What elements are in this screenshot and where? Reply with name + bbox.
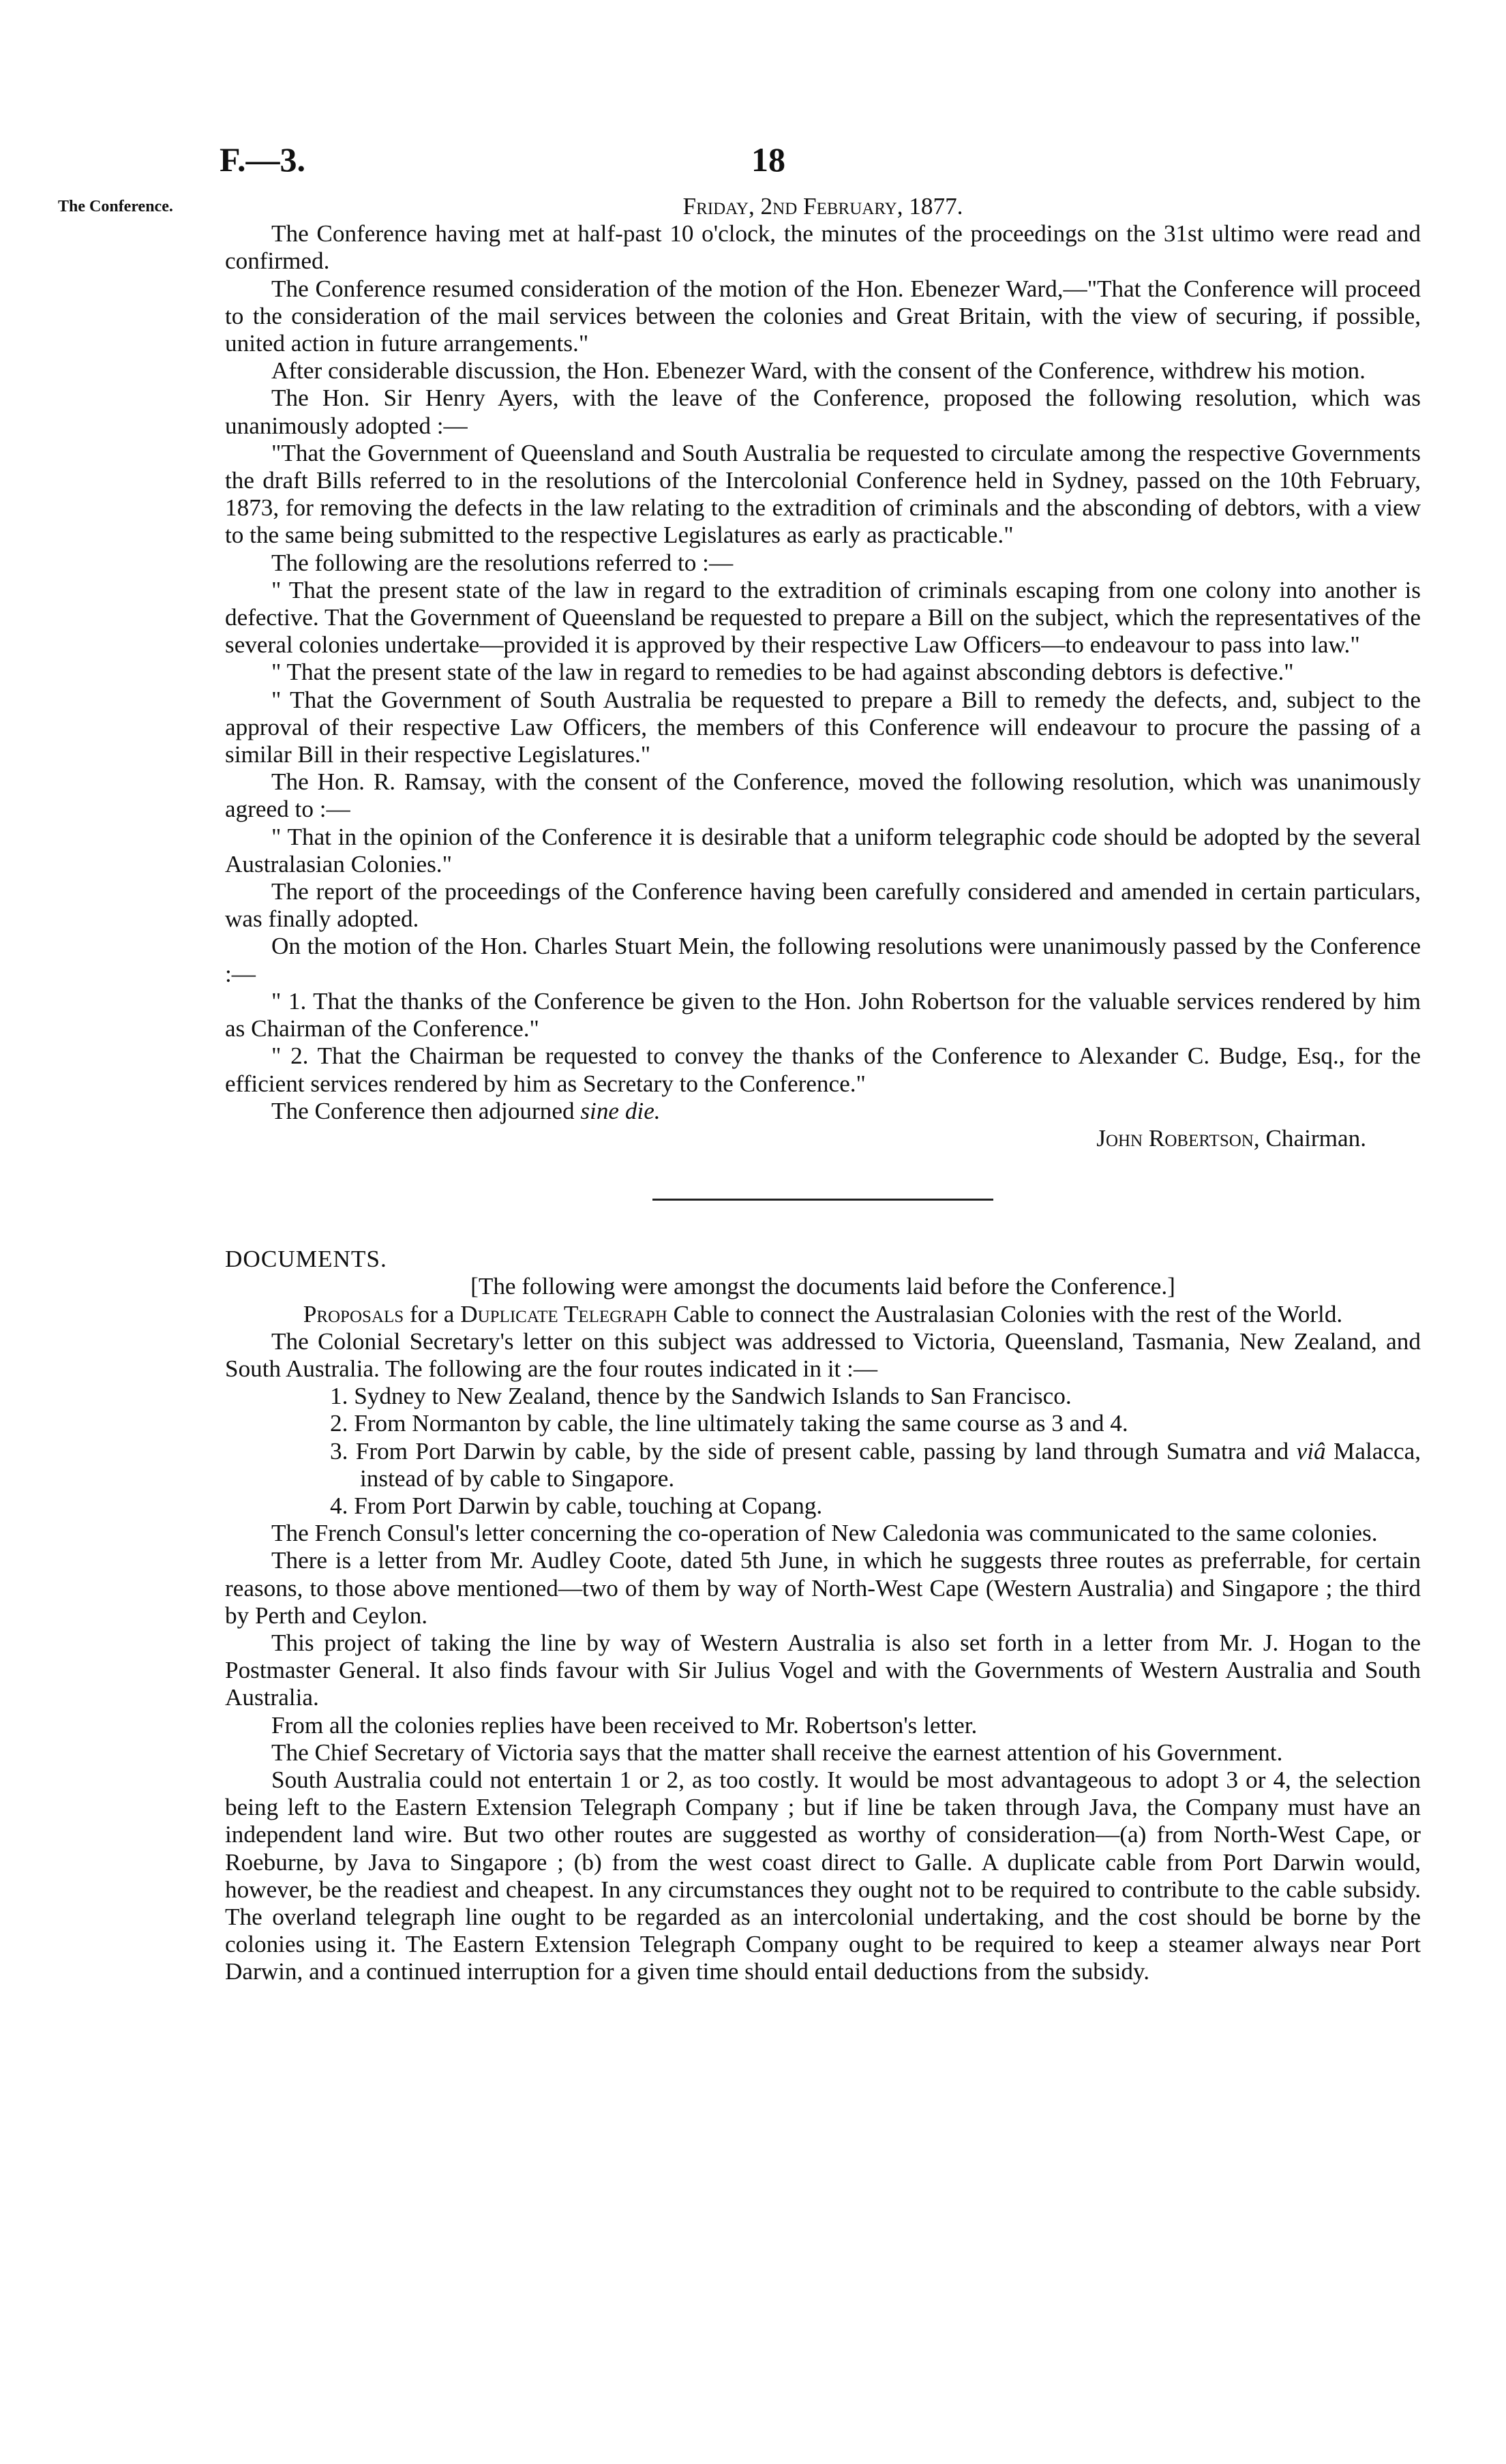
documents-paragraph: The French Consul's letter concerning the co-operation of New Caledonia was communicated to the same colonies. bbox=[271, 1520, 1378, 1547]
section-divider bbox=[652, 1199, 993, 1201]
body-text bbox=[225, 193, 1421, 1986]
route-item: 2. From Normanton by cable, the line ultimately taking the same course as 3 and 4. bbox=[330, 1410, 1128, 1437]
minutes-paragraph: " That the present state of the law in regard to the extradition of criminals escaping from one colony into another is defective. That the Government of Queensland be requested to prepare a Bill on the subject, which the representatives of the several colonies undertake—provided it is approved by their respective Law Officers—to endeavour to pass into law." bbox=[225, 576, 1421, 659]
documents-paragraph: This project of taking the line by way of Western Australia is also set forth in a letter from Mr. J. Hogan to the Postmaster General. It also finds favour with Sir Julius Vogel and with the Governments of Western Australia and South Australia. bbox=[225, 1629, 1421, 1711]
route-item bbox=[225, 1438, 1421, 1492]
adjourn-line bbox=[225, 1098, 1421, 1125]
documents-paragraph: From all the colonies replies have been received to Mr. Robertson's letter. bbox=[271, 1711, 978, 1739]
page-header bbox=[220, 140, 1419, 187]
minutes-paragraph: The Conference having met at half-past 10 o'clock, the minutes of the proceedings on the 31st ultimo were read and confirmed. bbox=[225, 220, 1421, 275]
minutes-paragraph: " That the present state of the law in regard to remedies to be had against absconding debtors is defective." bbox=[271, 659, 1294, 686]
documents-heading: DOCUMENTS. bbox=[225, 1246, 387, 1273]
proposal-title-part: Duplicate Telegraph bbox=[460, 1300, 667, 1327]
minutes-paragraph: On the motion of the Hon. Charles Stuart Mein, the following resolutions were unanimously passed by the Conference :— bbox=[225, 933, 1421, 987]
proposal-title-part: Proposals bbox=[303, 1300, 404, 1327]
documents-paragraph: There is a letter from Mr. Audley Coote, dated 5th June, in which he suggests three routes as preferrable, for certain reasons, to those above mentioned—two of them by way of North-West Cape (Western Australia) and Singapore ; the third by Perth and Ceylon. bbox=[225, 1547, 1421, 1629]
documents-paragraph: The Chief Secretary of Victoria says that the matter shall receive the earnest attention of his Government. bbox=[271, 1739, 1283, 1766]
adjourn-italic: sine die. bbox=[580, 1097, 661, 1124]
route-item: 4. From Port Darwin by cable, touching at Copang. bbox=[330, 1492, 823, 1519]
proposal-title-part: for a bbox=[404, 1300, 461, 1327]
minutes-paragraph: " That in the opinion of the Conference it is desirable that a uniform telegraphic code should be adopted by the several Australasian Colonies." bbox=[225, 823, 1421, 877]
minutes-paragraph: The Hon. Sir Henry Ayers, with the leave of the Conference, proposed the following resolution, which was unanimously adopted :— bbox=[225, 385, 1421, 439]
documents-paragraph: South Australia could not entertain 1 or 2, as too costly. It would be most advantageous to adopt 3 or 4, the selection being left to the Eastern Extension Telegraph Company ; but if line be taken through Java, the Company must have an independent land wire. But two other routes are suggested as worthy of consideration—(a) from North-West Cape, or Roeburne, by Java to Singapore ; (b) from the west coast direct to Galle. A duplicate cable from Port Darwin would, however, be the readiest and cheapest. In any circumstances they ought not to be required to contribute to the cable subsidy. The overland telegraph line ought to be regarded as an intercolonial undertaking, and the cost should be borne by the colonies using it. The Eastern Extension Telegraph Company ought to be required to keep a steamer always near Port Darwin, and a continued interruption for a given time should entail deductions from the subsidy. bbox=[225, 1766, 1421, 1985]
margin-note: The Conference. bbox=[58, 198, 173, 215]
route3-italic: viâ bbox=[1296, 1437, 1326, 1464]
documents-subheading: [The following were amongst the documents laid before the Conference.] bbox=[470, 1273, 1175, 1300]
minutes-paragraph: " That the Government of South Australia be requested to prepare a Bill to remedy the defects, and, subject to the approval of their respective Law Officers, the members of this Conference will endeavour to procure the passing of a similar Bill in their respective Legislatures." bbox=[225, 686, 1421, 768]
minutes-paragraph: "That the Government of Queensland and South Australia be requested to circulate among the respective Governments the draft Bills referred to in the resolutions of the Intercolonial Conference held in Sydney, passed on the 10th February, 1873, for removing the defects in the law relating to the extradition of criminals and the absconding of debtors, with a view to the same being submitted to the respective Legislatures as early as practicable." bbox=[225, 439, 1421, 549]
route-item: 1. Sydney to New Zealand, thence by the Sandwich Islands to San Francisco. bbox=[330, 1383, 1072, 1410]
series-code: F.—3. bbox=[220, 140, 305, 179]
minutes-paragraph: " 2. That the Chairman be requested to convey the thanks of the Conference to Alexander C. Budge, Esq., for the efficient services rendered by him as Secretary to the Conference." bbox=[225, 1042, 1421, 1097]
minutes-paragraph: The Conference resumed consideration of the motion of the Hon. Ebenezer Ward,—"That the Conference will proceed to the consideration of the mail services between the colonies and Great Britain, with the view of securing, if possible, united action in future arrangements." bbox=[225, 275, 1421, 357]
minutes-paragraph: " 1. That the thanks of the Conference be given to the Hon. John Robertson for the valuable services rendered by him as Chairman of the Conference." bbox=[225, 987, 1421, 1042]
signature-name: John Robertson bbox=[1096, 1124, 1254, 1152]
minutes-paragraph: The report of the proceedings of the Conference having been carefully considered and amended in certain particulars, was finally adopted. bbox=[225, 878, 1421, 933]
proposal-title-part: Cable to connect the Australasian Colonies with the rest of the World. bbox=[667, 1300, 1343, 1327]
minutes-paragraph: The Hon. R. Ramsay, with the consent of the Conference, moved the following resolution, which was unanimously agreed to :— bbox=[225, 768, 1421, 823]
proposal-title bbox=[225, 1301, 1421, 1328]
adjourn-text: The Conference then adjourned bbox=[271, 1097, 581, 1124]
minutes-paragraph: The following are the resolutions referred to :— bbox=[271, 549, 734, 576]
signature bbox=[225, 1125, 1421, 1152]
page-number: 18 bbox=[751, 140, 785, 179]
date-heading: Friday, 2nd February, 1877. bbox=[682, 193, 963, 220]
route3-text: 3. From Port Darwin by cable, by the side of present cable, passing by land through Sumatra and bbox=[330, 1437, 1297, 1464]
documents-intro: The Colonial Secretary's letter on this subject was addressed to Victoria, Queensland, Tasmania, New Zealand, and South Australia. The following are the four routes indicated in it :— bbox=[225, 1327, 1421, 1382]
route3-text: Malacca, instead of by cable to Singapore. bbox=[360, 1437, 1421, 1492]
minutes-paragraph: After considerable discussion, the Hon. Ebenezer Ward, with the consent of the Conference, withdrew his motion. bbox=[271, 357, 1366, 385]
signature-title: , Chairman. bbox=[1253, 1124, 1366, 1152]
